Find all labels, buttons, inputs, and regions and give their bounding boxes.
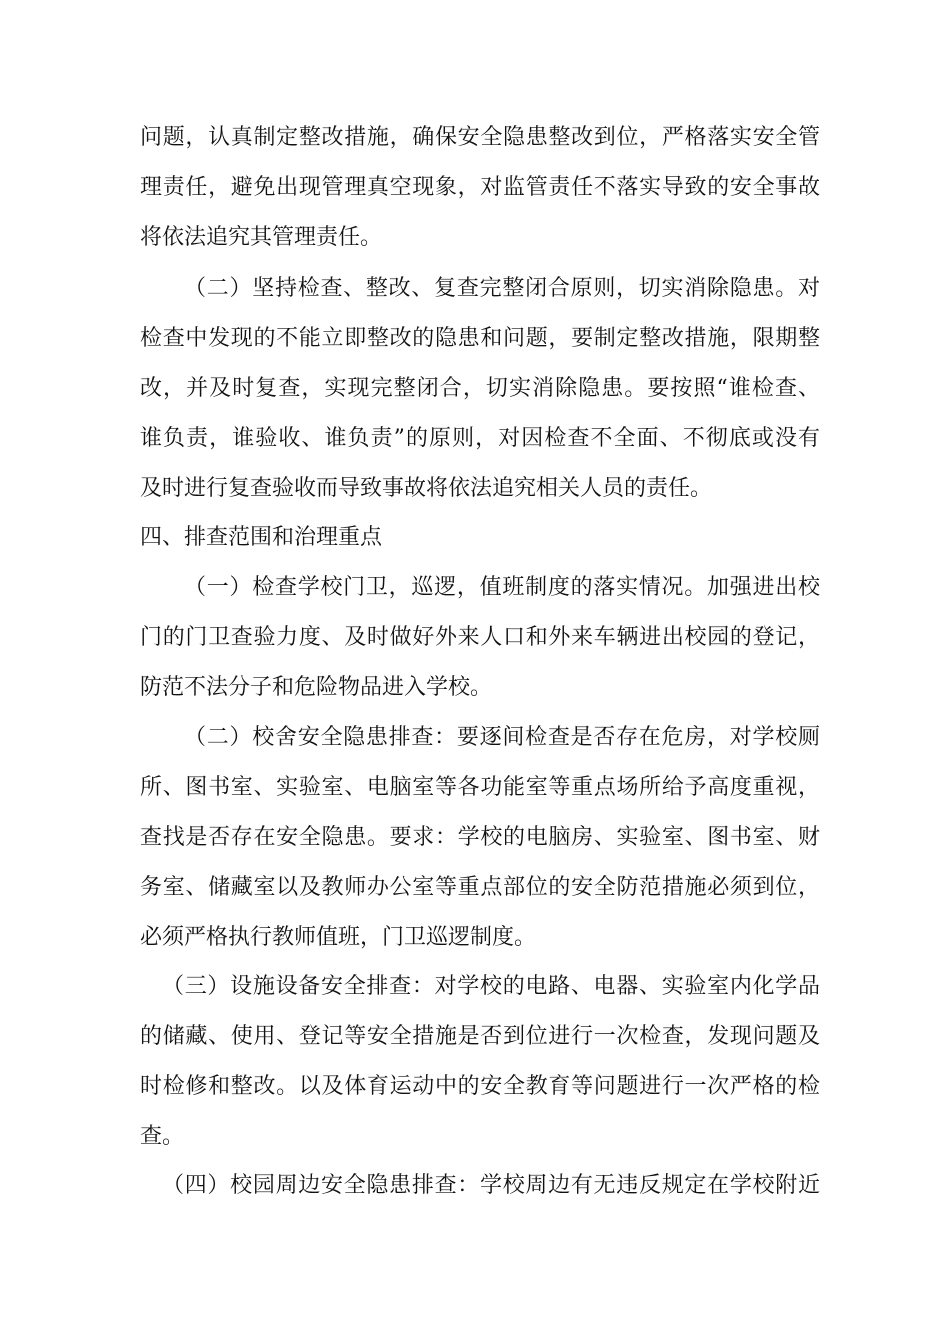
section-heading: 四、排查范围和治理重点 bbox=[140, 525, 383, 550]
text-line: 防范不法分子和危险物品进入学校。 bbox=[140, 675, 493, 700]
text-line: 的储藏、使用、登记等安全措施是否到位进行一次检查，发现问题及 bbox=[140, 1024, 820, 1049]
text-line: 时检修和整改。以及体育运动中的安全教育等问题进行一次严格的检 bbox=[140, 1074, 820, 1099]
text-line: 检查中发现的不能立即整改的隐患和问题，要制定整改措施，限期整 bbox=[140, 326, 820, 351]
paragraph-first-line: （三）设施设备安全排查：对学校的电路、电器、实验室内化学品 bbox=[162, 974, 820, 999]
text-line: 谁负责，谁验收、谁负责”的原则，对因检查不全面、不彻底或没有 bbox=[140, 426, 820, 451]
text-line: 门的门卫查验力度、及时做好外来人口和外来车辆进出校园的登记， bbox=[140, 625, 820, 650]
text-line: 所、图书室、实验室、电脑室等各功能室等重点场所给予高度重视， bbox=[140, 775, 820, 800]
text-line: 问题，认真制定整改措施，确保安全隐患整改到位，严格落实安全管 bbox=[140, 125, 820, 150]
text-line: 查找是否存在安全隐患。要求：学校的电脑房、实验室、图书室、财 bbox=[140, 825, 820, 850]
text-line: 改，并及时复查，实现完整闭合，切实消除隐患。要按照“谁检查、 bbox=[140, 376, 820, 401]
text-line: 必须严格执行教师值班，门卫巡逻制度。 bbox=[140, 925, 537, 950]
paragraph-first-line: （一）检查学校门卫，巡逻，值班制度的落实情况。加强进出校 bbox=[184, 575, 820, 600]
text-line: 将依法追究其管理责任。 bbox=[140, 225, 383, 250]
paragraph-first-line: （四）校园周边安全隐患排查：学校周边有无违反规定在学校附近 bbox=[162, 1173, 820, 1198]
text-line: 理责任，避免出现管理真空现象，对监管责任不落实导致的安全事故 bbox=[140, 175, 820, 200]
text-line: 务室、储藏室以及教师办公室等重点部位的安全防范措施必须到位， bbox=[140, 875, 820, 900]
paragraph-first-line: （二）坚持检查、整改、复查完整闭合原则，切实消除隐患。对 bbox=[184, 276, 820, 301]
text-line: 查。 bbox=[140, 1124, 185, 1149]
paragraph-first-line: （二）校舍安全隐患排查：要逐间检查是否存在危房，对学校厕 bbox=[184, 725, 820, 750]
text-line: 及时进行复查验收而导致事故将依法追究相关人员的责任。 bbox=[140, 476, 713, 501]
